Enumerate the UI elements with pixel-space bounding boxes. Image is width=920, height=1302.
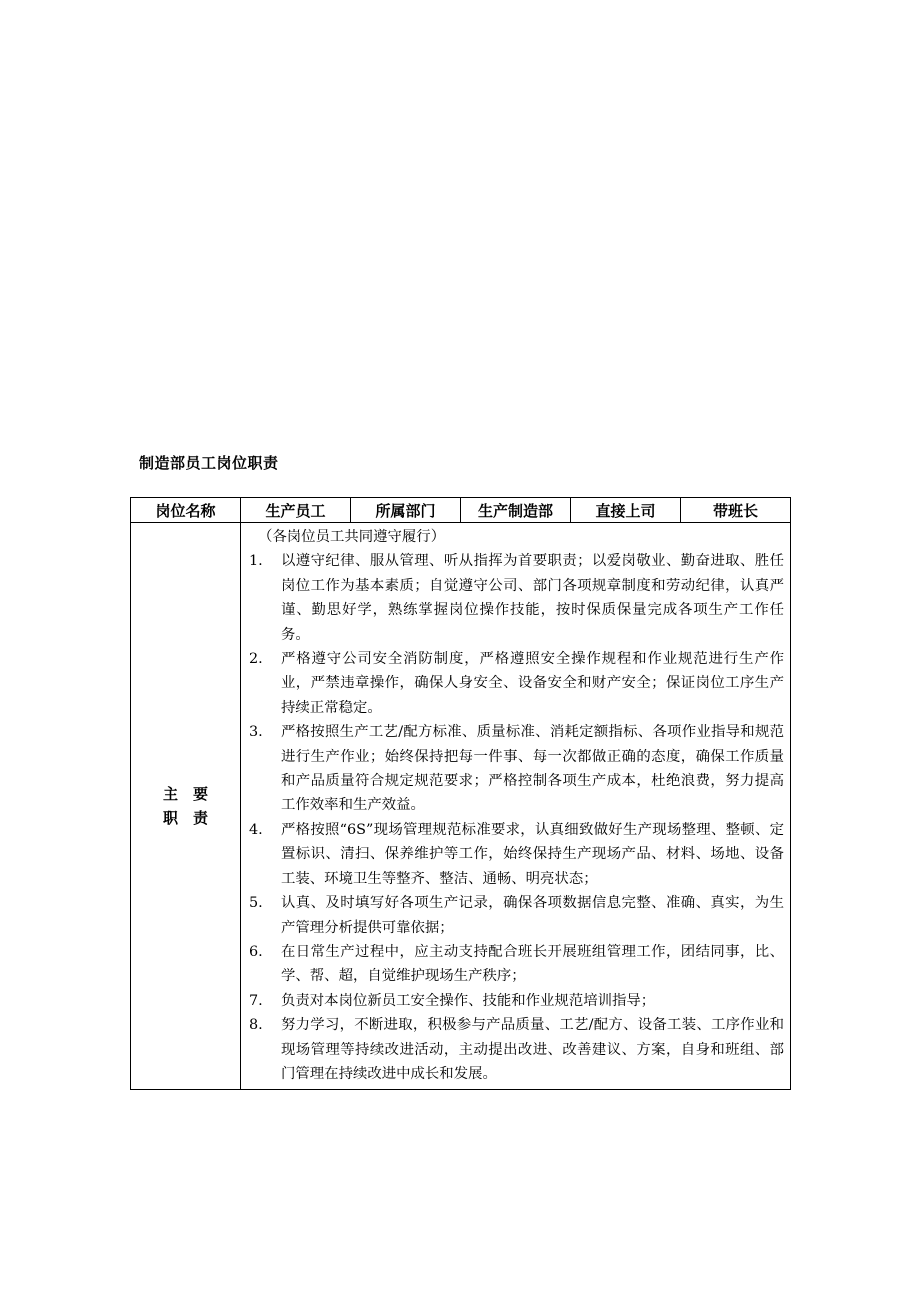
main-duties-label [131, 523, 241, 1090]
duty-item [249, 720, 784, 818]
duties-list [249, 549, 784, 1086]
side-label-line-1: 主 要 [162, 785, 208, 804]
duty-text: 在日常生产过程中，应主动支持配合班长开展班组管理工作，团结同事，比、学、帮、超，自觉维护现场生产秩序； [281, 943, 784, 985]
side-label-line-2: 职 责 [162, 809, 208, 828]
header-department-value: 生产制造部 [461, 498, 571, 523]
duty-number: 4. [249, 821, 263, 838]
duty-text: 严格按照“6S”现场管理规范标准要求，认真细致做好生产现场整理、整顿、定置标识、清扫、保养维护等工作，始终保持生产现场产品、材料、场地、设备工装、环境卫生等整齐、整洁、通畅、明亮状态； [281, 821, 784, 887]
duty-text: 努力学习，不断进取，积极参与产品质量、工艺/配方、设备工装、工序作业和现场管理等持续改进活动，主动提出改进、改善建议、方案，自身和班组、部门管理在持续改进中成长和发展。 [281, 1017, 784, 1082]
table-header-row [131, 498, 791, 523]
header-department-label: 所属部门 [351, 498, 461, 523]
header-position-name-label: 岗位名称 [131, 498, 241, 523]
duty-item [249, 989, 784, 1013]
duty-number: 2. [249, 651, 263, 668]
job-duty-table [130, 497, 791, 1090]
document-title: 制造部员工岗位职责 [139, 454, 279, 472]
duty-item [249, 647, 784, 720]
duty-number: 3. [249, 724, 263, 741]
duties-content [241, 523, 791, 1090]
duty-item [249, 549, 784, 647]
duty-number: 1. [249, 553, 263, 570]
duty-text: 认真、及时填写好各项生产记录，确保各项数据信息完整、准确、真实，为生产管理分析提供可靠依据； [281, 895, 784, 936]
duty-item [249, 1013, 784, 1086]
duties-note: （各岗位员工共同遵守履行） [258, 529, 446, 545]
duty-number: 8. [249, 1017, 263, 1034]
header-position-name-value: 生产员工 [241, 498, 351, 523]
duty-item [249, 940, 784, 989]
duty-text: 以遵守纪律、服从管理、听从指挥为首要职责；以爱岗敬业、勤奋进取、胜任岗位工作为基本素质；自觉遵守公司、部门各项规章制度和劳动纪律，认真严谨、勤思好学，熟练掌握岗位操作技能，按时保质保量完成各项生产工作任务。 [281, 553, 784, 643]
duty-number: 6. [249, 943, 263, 960]
header-supervisor-value: 带班长 [681, 498, 791, 523]
header-supervisor-label: 直接上司 [571, 498, 681, 523]
duty-number: 7. [249, 992, 263, 1009]
duty-text: 严格按照生产工艺/配方标准、质量标准、消耗定额指标、各项作业指导和规范进行生产作业；始终保持把每一件事、每一次都做正确的态度，确保工作质量和产品质量符合规定规范要求；严格控制各项生产成本，杜绝浪费，努力提高工作效率和生产效益。 [281, 724, 784, 814]
duties-row [131, 523, 791, 1090]
duty-item [249, 818, 784, 891]
duty-text: 严格遵守公司安全消防制度，严格遵照安全操作规程和作业规范进行生产作业，严禁违章操作，确保人身安全、设备安全和财产安全；保证岗位工序生产持续正常稳定。 [281, 651, 784, 716]
duty-item [249, 891, 784, 940]
duty-text: 负责对本岗位新员工安全操作、技能和作业规范培训指导； [281, 992, 656, 1009]
duty-number: 5. [249, 895, 263, 912]
